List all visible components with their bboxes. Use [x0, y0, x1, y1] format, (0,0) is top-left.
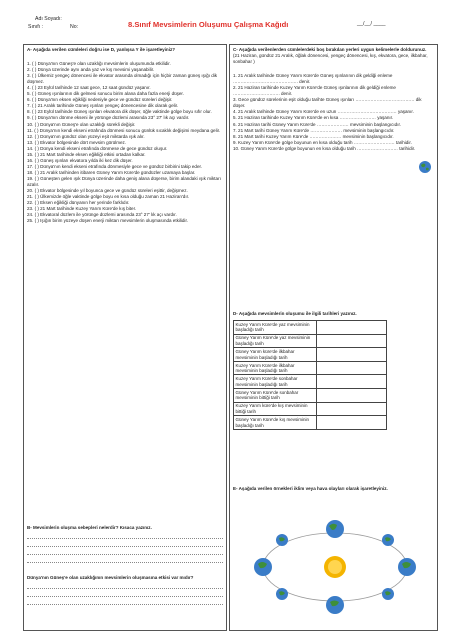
section-e — [233, 486, 433, 492]
table-cell-label: Kuzey Yarım Küre'de sonbahar mevsiminin başladığı tarih — [234, 375, 317, 389]
section-b-heading: B- Mevsimlerin oluşma sebepleri nelerdir? Kısaca yazınız. — [27, 525, 152, 530]
section-a — [27, 47, 223, 224]
fill-in-item: 7. 21 Mart tarihi Güney Yarım Küre'de ………………… mevsiminin başlangıcıdır. — [233, 127, 395, 133]
table-row — [234, 321, 387, 335]
statement-item: 23. ( ) 21 Mart tarihinde Kuzey Yarım Küre'de kış biter. — [27, 206, 137, 212]
section-e-heading: E- Aşağıda verilen örnekleri iklim veya hava olayları olarak işaretleyiniz. — [233, 486, 388, 491]
earth-icon — [276, 534, 288, 546]
section-b-question2: Dünya'nın Güneş'e olan uzaklığının mevsimlerin oluşmasına etkisi var mıdır? — [27, 575, 194, 581]
page-title: 8.Sınıf Mevsimlerin Oluşumu Çalışma Kağıdı — [128, 20, 289, 29]
table-row — [234, 348, 387, 362]
statement-item: 16. ( ) Güneş ışınları ekvatora yılda iki kez dik düşer. — [27, 157, 133, 163]
statement-item: 17. ( ) Dünya'nın kendi ekseni etrafında dönmesiyle gece ve gündüz birbirini takip eder. — [27, 163, 203, 169]
answer-line[interactable] — [27, 547, 223, 555]
earth-icon — [382, 588, 394, 600]
section-d-heading: D- Aşağıda mevsimlerin oluşumu ile ilgili tarihleri yazınız. — [233, 311, 357, 316]
statement-item: 20. ( ) Ekvator bölgesinde yıl boyunca gece ve gündüz süreleri eşittir, değişmez. — [27, 188, 188, 194]
answer-cell[interactable] — [317, 348, 387, 362]
fill-in-item: 6. 21 Haziran tarihi Güney Yarım Küre'de ………………… mevsiminin başlangıcıdır. — [233, 121, 401, 127]
earth-icon — [326, 520, 344, 538]
section-a-list — [27, 61, 223, 224]
statement-item: 21. ( ) Ülkemizde öğle vaktinde gölge boyu en kısa olduğu zaman 21 Haziran'dır. — [27, 194, 190, 200]
earth-icon — [398, 558, 416, 576]
earth-icon — [254, 558, 272, 576]
dates-table — [233, 320, 387, 430]
fill-in-item: 4. 21 Aralık tarihinde Güney Yarım Küre'de en uzun ………………………………… yaşanır. — [233, 109, 414, 115]
answer-cell[interactable] — [317, 389, 387, 403]
section-c-hint: (21 Haziran, gündüz 21 Aralık, öğlak dönencesi, yengeç dönencesi, kış, ekvatora, gece, ilkbahar, sonbahar ) — [233, 53, 428, 65]
statement-item: 6. ( ) Dünya'nın eksen eğikliği nedeniyle gece ve gündüz süreleri değişir. — [27, 97, 173, 103]
section-c — [233, 47, 433, 152]
answer-cell[interactable] — [317, 321, 387, 335]
statement-item: 2. ( ) Dünya üzerinde aynı anda yaz ve kış mevsimi yaşanabilir. — [27, 67, 155, 73]
earth-icon — [382, 534, 394, 546]
fill-in-item: 10. Güney Yarım Küre'de gölge boyunun en kısa olduğu tarih ……………………… tarihidir. — [233, 145, 416, 151]
class-label: Sınıfı : — [28, 24, 43, 30]
table-row — [234, 334, 387, 348]
orbit-diagram — [240, 505, 430, 625]
fill-in-item: 2. 21 Haziran tarihinde Kuzey Yarım Küre'de Güneş ışınlarının dik geldiği enleme …………………………. denir. — [233, 85, 396, 97]
answer-cell[interactable] — [317, 402, 387, 416]
fill-in-item: 3. Gece gündüz sürelerinin eşit olduğu tarihte Güneş ışınları ………………………………… dik düşer. — [233, 97, 422, 109]
answer-cell[interactable] — [317, 375, 387, 389]
answer-line[interactable] — [27, 539, 223, 547]
table-row — [234, 389, 387, 403]
sun-icon — [324, 556, 346, 578]
table-cell-label: Kuzey Yarım küre'de kış mevsiminin bittiği tarih — [234, 402, 317, 416]
table-row — [234, 402, 387, 416]
statement-item: 4. ( ) 23 Eylül tarihinde 12 saat gece, 12 saat gündüz yaşanır. — [27, 85, 151, 91]
table-cell-label: Kuzey Yarım Küre'de yaz mevsiminin başladığı tarih — [234, 321, 317, 335]
answer-line[interactable] — [27, 597, 223, 605]
section-b — [27, 525, 223, 605]
statement-item: 1. ( ) Dünya'nın Güneş'e olan uzaklığı mevsimlerin oluşumunda etkilidir. — [27, 61, 171, 67]
answer-cell[interactable] — [317, 334, 387, 348]
section-c-heading: C- Aşağıda verilenlerden cümlelerdeki boş bırakılan yerleri uygun kelimelerle doldurunuz. — [233, 47, 427, 52]
answer-line[interactable] — [27, 589, 223, 597]
statement-item: 10. ( ) Dünya'nın Güneş'e olan uzaklığı sürekli değişir. — [27, 121, 136, 127]
table-row — [234, 416, 387, 430]
table-row — [234, 375, 387, 389]
statement-item: 3. ( ) Ülkemiz yengeç dönencesi ile ekvator arasında olmadığı için hiçbir zaman güneş ışığı dik düşmez. — [27, 73, 218, 85]
statement-item: 19. ( ) Güneşten gelen ışık Dünya üzerinde daha geniş alana düşerse, birim alandaki ışık miktarı azalır. — [27, 175, 221, 187]
answer-line[interactable] — [27, 555, 223, 563]
statement-item: 7. ( ) 21 Aralık tarihinde Güneş ışınları yengeç dönencesine dik olarak gelir. — [27, 103, 179, 109]
table-cell-label: Güney Yarım Küre'de yaz mevsiminin başladığı tarih — [234, 334, 317, 348]
table-cell-label: Güney Yarım küre'de ilkbahar mevsiminin başladığı tarih — [234, 348, 317, 362]
name-label: Adı Soyadı: — [35, 16, 62, 22]
statement-item: 13. ( ) Ekvator bölgesinde dört mevsim görülmez. — [27, 139, 127, 145]
section-d — [233, 311, 433, 430]
earth-icon — [418, 160, 432, 174]
statement-item: 25. ( ) Işığın birim yüzeye düşen enerji miktarı mevsimlerin oluşmasında etkilidir. — [27, 218, 188, 224]
answer-line[interactable] — [27, 581, 223, 589]
statement-item: 11. ( ) Dünya'nın kendi ekseni etrafında dönmesi sonucu günlük sıcaklık değişimi meydana gelir. — [27, 127, 221, 133]
earth-icon — [326, 596, 344, 614]
table-row — [234, 361, 387, 375]
section-c-list — [233, 73, 433, 152]
statement-item: 9. ( ) Dünya'nın dönme ekseni ile yörünge düzlemi arasında 23° 27' lık açı vardır. — [27, 115, 190, 121]
table-cell-label: Güney Yarım Küre'de sonbahar mevsiminin bittiği tarih — [234, 389, 317, 403]
statement-item: 24. ( ) Ekvatoral düzlem ile yörünge düzlemi arasında 23° 27' lık açı vardır. — [27, 212, 177, 218]
no-label: No: — [70, 24, 79, 30]
section-a-heading: A- Aşağıda verilen cümleleri doğru ise D, yanlışsa Y ile işaretleyiniz? — [27, 47, 176, 52]
table-cell-label: Kuzey Yarım Küre'de ilkbahar mevsiminin başladığı tarih — [234, 361, 317, 375]
answer-cell[interactable] — [317, 416, 387, 430]
earth-icon — [276, 588, 288, 600]
answer-line[interactable] — [27, 531, 223, 539]
statement-item: 14. ( ) Dünya kendi ekseni etrafında dönmese de gece gündüz oluşur. — [27, 145, 168, 151]
statement-item: 5. ( ) Güneş ışınlarının dik gelmesi sonucu birim alana daha fazla enerji düşer. — [27, 91, 184, 97]
fill-in-item: 9. Kuzey Yarım Küre'de gölge boyunun en kısa olduğu tarih ……………………… tarihidir. — [233, 139, 412, 145]
statement-item: 12. ( ) Dünya'nın gündüz olan yüzeyi eşit miktarda ışık alır. — [27, 133, 145, 139]
fill-in-item: 5. 21 Haziran tarihinde Kuzey Yarım Küre'de en kısa …………………… yaşanır. — [233, 115, 394, 121]
table-cell-label: Güney Yarım Küre'de kış mevsiminin başladığı tarih — [234, 416, 317, 430]
date-field: __/__/ ____ — [357, 21, 386, 27]
fill-in-item: 8. 21 Mart tarihi Kuzey Yarım Küre'de ………………… mevsiminin başlangıcıdır. — [233, 133, 394, 139]
statement-item: 15. ( ) 21 Mart tarihinde eksen eğikliği etkisi ortadan kalkar. — [27, 151, 146, 157]
fill-in-item: 1. 21 Aralık tarihinde Güney Yarım Küre'de Güneş ışınlarının dik geldiği enleme ……………………………………. denir. — [233, 73, 393, 85]
statement-item: 8. ( ) 23 Eylül tarihinde Güneş ışınları ekvatora dik düşer, öğle vaktinde gölge boyu sıfır olur. — [27, 109, 212, 115]
statement-item: 18. ( ) 21 Aralık tarihinden itibaren Güney Yarım Küre'de gündüzler uzamaya başlar. — [27, 169, 196, 175]
answer-cell[interactable] — [317, 361, 387, 375]
statement-item: 22. ( ) Eksen eğikliği dünyanın her yerinde farklıdır. — [27, 200, 130, 206]
